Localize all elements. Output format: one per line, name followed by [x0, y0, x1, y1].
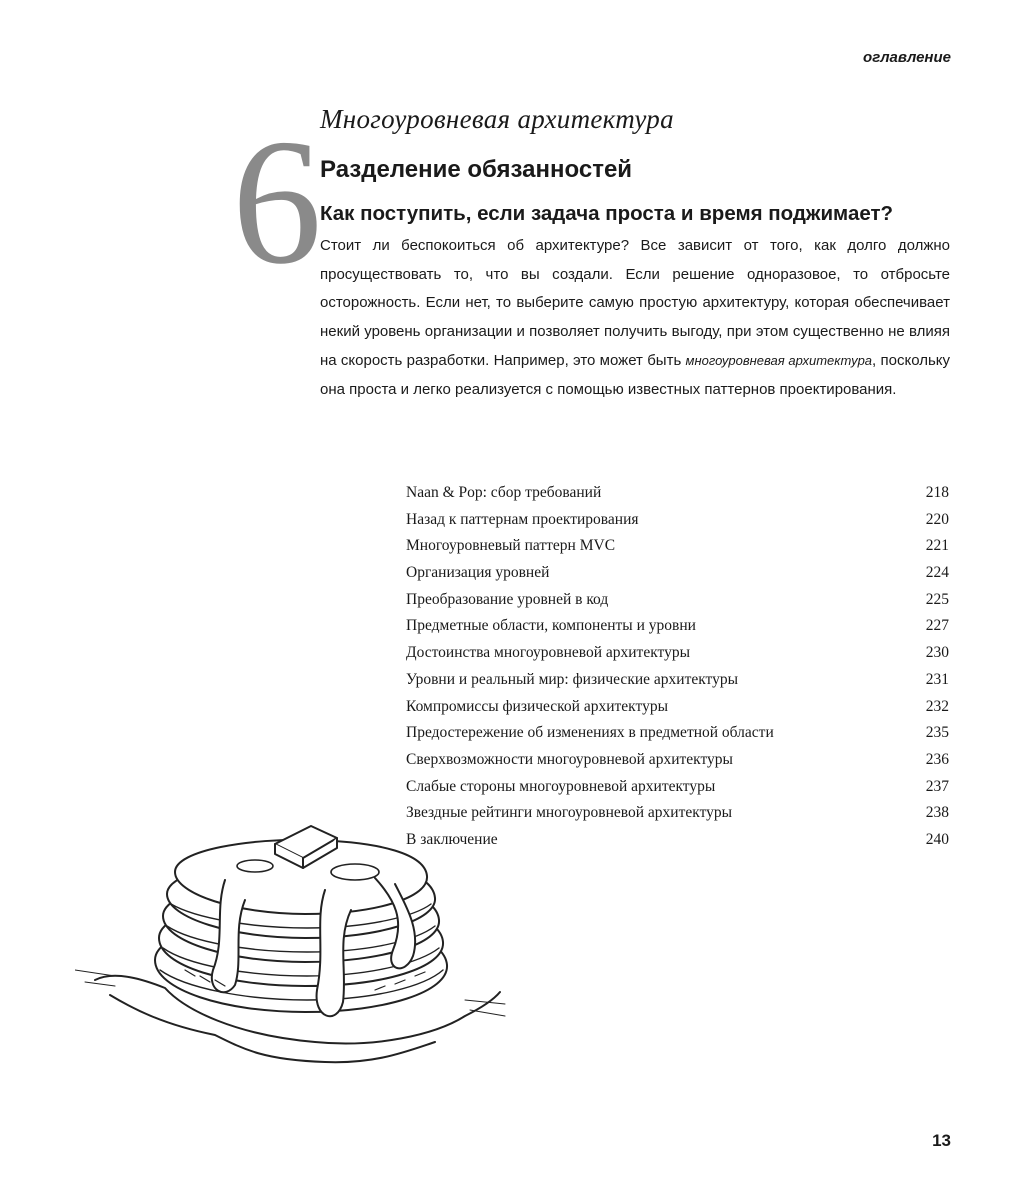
toc-entry-page: 224 — [925, 564, 949, 582]
toc-entry-page: 232 — [925, 697, 949, 715]
toc-entry[interactable] — [406, 511, 949, 538]
chapter-title: Разделение обязанностей — [320, 156, 633, 183]
page-number: 13 — [932, 1131, 951, 1150]
toc-entry-page: 238 — [925, 804, 949, 822]
toc-entry-title: В заключение — [406, 830, 498, 848]
toc-entry-page: 240 — [925, 830, 949, 848]
toc-entry-title: Сверхвозможности многоуровневой архитектуры — [406, 750, 733, 768]
toc-entry-title: Звездные рейтинги многоуровневой архитектуры — [406, 804, 733, 822]
toc-entry-title: Предметные области, компоненты и уровни — [406, 617, 696, 635]
running-head: оглавление — [863, 49, 951, 66]
chapter-kicker: Многоуровневая архитектура — [320, 104, 674, 134]
toc-entry-title: Преобразование уровней в код — [406, 590, 609, 608]
toc-entry-title: Организация уровней — [406, 564, 550, 582]
toc-entry-page: 231 — [925, 670, 949, 688]
toc-entry-title: Компромиссы физической архитектуры — [406, 697, 668, 715]
pancake-stack-illustration — [75, 820, 515, 1090]
toc-entry-title: Naan & Pop: сбор требований — [406, 484, 602, 501]
toc-entry[interactable] — [406, 484, 949, 511]
toc-entry-page: 237 — [925, 777, 949, 795]
chapter-intro — [320, 232, 950, 404]
toc-entry-page: 218 — [925, 484, 949, 501]
toc-entry[interactable] — [406, 671, 949, 698]
toc-entry[interactable] — [406, 591, 949, 618]
chapter-number: 6 — [232, 102, 322, 301]
intro-text-1: Стоит ли беспокоиться об архитектуре? Все зависит от того, как долго должно просуществовать то, что вы создали. Если решение одноразовое, то отбросьте осторожность. Если нет, то выберите самую простую архитектуру, которая обеспечивает некий уровень организации и позволяет получить выгоду, при этом существенно не влияя на скорость разработки. Например, это может быть — [320, 237, 950, 369]
intro-text-2: , поскольку она проста и легко реализуется с помощью известных паттернов проектирования. — [320, 351, 951, 398]
toc-entry[interactable] — [406, 564, 949, 591]
toc-entry-page: 220 — [925, 510, 949, 528]
toc-entry-page: 235 — [925, 724, 949, 742]
toc-entry-page: 236 — [925, 750, 949, 768]
toc-entry[interactable] — [406, 537, 949, 564]
toc-entry[interactable] — [406, 778, 949, 805]
toc-entry-page: 221 — [925, 537, 949, 555]
toc-entry-title: Уровни и реальный мир: физические архитектуры — [406, 670, 739, 688]
toc-entry[interactable] — [406, 698, 949, 725]
toc-entry[interactable] — [406, 644, 949, 671]
table-of-contents — [406, 484, 949, 858]
toc-entry[interactable] — [406, 751, 949, 778]
toc-entry[interactable] — [406, 724, 949, 751]
toc-entry-page: 225 — [925, 590, 949, 608]
toc-entry-title: Предостережение об изменениях в предметной области — [406, 724, 774, 742]
toc-entry-title: Слабые стороны многоуровневой архитектуры — [406, 777, 716, 795]
toc-entry-title: Достоинства многоуровневой архитектуры — [406, 644, 691, 662]
toc-entry[interactable] — [406, 617, 949, 644]
toc-entry-page: 227 — [925, 617, 949, 635]
chapter-question: Как поступить, если задача проста и время поджимает? — [320, 202, 894, 225]
toc-entry-title: Назад к паттернам проектирования — [406, 510, 639, 528]
toc-entry-title: Многоуровневый паттерн MVC — [406, 537, 616, 555]
intro-emphasis: многоуровневая архитектура — [685, 352, 873, 368]
toc-entry-page: 230 — [925, 644, 949, 662]
